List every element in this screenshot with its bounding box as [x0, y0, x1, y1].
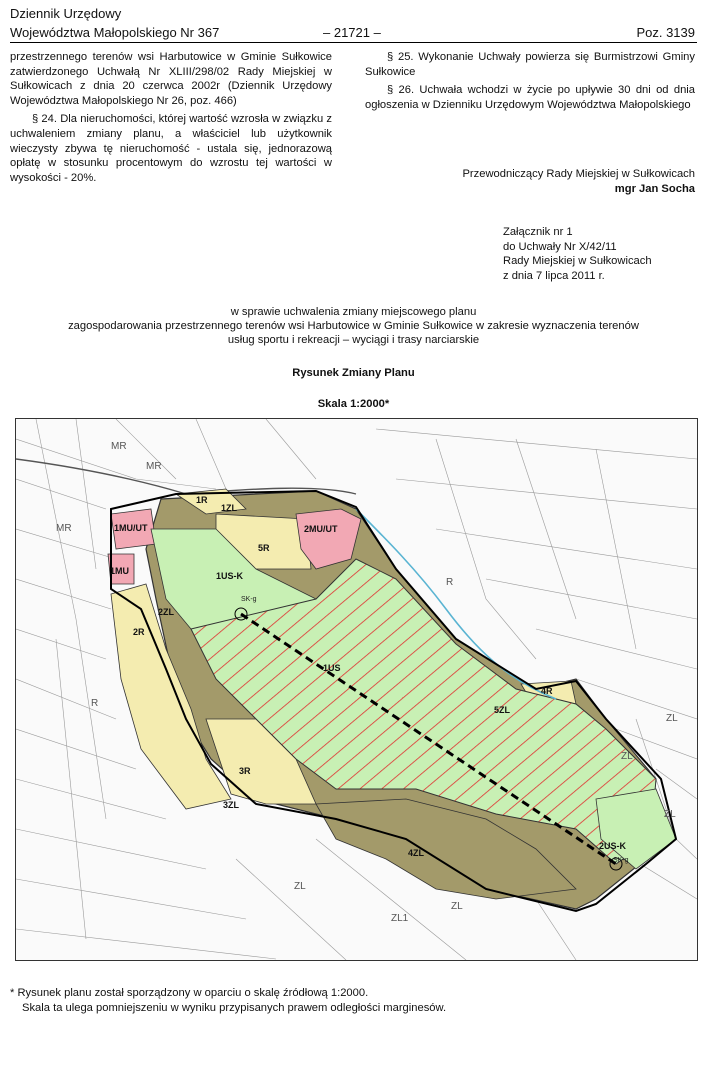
right-column — [365, 50, 695, 112]
label-5r: 5R — [258, 543, 270, 553]
label-2mu-ut: 2MU/UT — [304, 524, 338, 534]
label-5zl: 5ZL — [494, 705, 511, 715]
label-r-right: R — [446, 577, 454, 588]
left-paragraph-1: przestrzennego terenów wsi Harbutowice w Gminie Sułkowice zatwierdzonego Uchwałą Nr XLIII/298/02 Rady Miejskiej w Sułkowicach z dnia 20 czerwca 2002r (Dziennik Urzędowy Województwa Małopolskiego Nr 26, poz. 466) — [10, 51, 332, 107]
label-1mu: 1MU — [110, 566, 130, 576]
attachment-line-3: Rady Miejskiej w Sułkowicach — [503, 255, 652, 268]
attachment-line-1: Załącznik nr 1 — [503, 226, 573, 238]
drawing-title: Rysunek Zmiany Planu — [292, 367, 415, 379]
header-rule — [10, 42, 697, 43]
left-paragraph-2: § 24. Dla nieruchomości, której wartość wzrosła w związku z uchwaleniem zmiany planu, a właściciel lub użytkownik wieczysty zbywa tę nieruchomość - ustala się, jednorazową opłatę w stosunku procentowym do wzrostu tej wartości w wysokości - 20%. — [10, 113, 332, 184]
label-2r: 2R — [133, 627, 145, 637]
label-zl-e: ZL — [666, 713, 678, 724]
subject-line-2: zagospodarowania przestrzennego terenów wsi Harbutowice w Gminie Sułkowice w zakresie wyznaczenia terenów — [68, 320, 639, 332]
left-column — [10, 50, 332, 185]
label-1zl: 1ZL — [221, 503, 238, 513]
footnote-line-2: Skala ta ulega pomniejszeniu w wyniku przypisanych prawem odległości marginesów. — [22, 1002, 447, 1014]
subject-line-3: usług sportu i rekreacji – wyciągi i trasy narciarskie — [227, 334, 480, 346]
plan-map — [15, 418, 698, 961]
right-paragraph-1: § 25. Wykonanie Uchwały powierza się Burmistrzowi Gminy Sułkowice — [365, 51, 695, 78]
label-1r: 1R — [196, 495, 208, 505]
attachment-block — [503, 225, 652, 283]
label-1us-k: 1US-K — [216, 571, 244, 581]
signature-role: Przewodniczący Rady Miejskiej w Sułkowicach — [462, 168, 695, 180]
attachment-line-4: z dnia 7 lipca 2011 r. — [503, 269, 605, 282]
road — [16, 459, 356, 494]
label-4zl: 4ZL — [408, 848, 425, 858]
label-sk-g-top: SK-g — [241, 596, 257, 603]
attachment-line-2: do Uchwały Nr X/42/11 — [503, 240, 617, 253]
label-zl-a: ZL — [451, 901, 463, 912]
subject-line-1: w sprawie uchwalenia zmiany miejscowego planu — [230, 306, 477, 318]
footnote-line-1: * Rysunek planu został sporządzony w oparciu o skalę źródłową 1:2000. — [10, 987, 369, 999]
journal-issue: Województwa Małopolskiego Nr 367 — [10, 25, 220, 40]
drawing-scale: Skala 1:2000* — [317, 398, 390, 410]
signature-name: mgr Jan Socha — [614, 183, 695, 195]
label-mr-c: MR — [111, 441, 127, 452]
page-number: – 21721 – — [323, 25, 381, 40]
label-mr-a: MR — [146, 461, 162, 472]
label-zl-d: ZL — [621, 751, 633, 762]
label-4r: 4R — [541, 686, 553, 696]
label-1us: 1US — [323, 663, 341, 673]
label-sk-g-bottom: SK-g — [613, 857, 629, 864]
label-2zl: 2ZL — [158, 607, 175, 617]
label-zl1: ZL1 — [391, 913, 409, 924]
journal-name: Dziennik Urzędowy — [10, 6, 122, 21]
label-3zl: 3ZL — [223, 800, 240, 810]
right-paragraph-2: § 26. Uchwała wchodzi w życie po upływie 30 dni od dnia ogłoszenia w Dzienniku Urzędowym Województwa Małopolskiego — [365, 84, 695, 111]
label-3r: 3R — [239, 766, 251, 776]
label-zl-c: ZL — [664, 809, 676, 820]
label-zl-b: ZL — [294, 881, 306, 892]
label-1mu-ut: 1MU/UT — [114, 523, 148, 533]
label-r-left: R — [91, 698, 99, 709]
label-2us-k: 2US-K — [599, 841, 627, 851]
position-number: Poz. 3139 — [636, 25, 695, 40]
label-mr-b: MR — [56, 523, 72, 534]
